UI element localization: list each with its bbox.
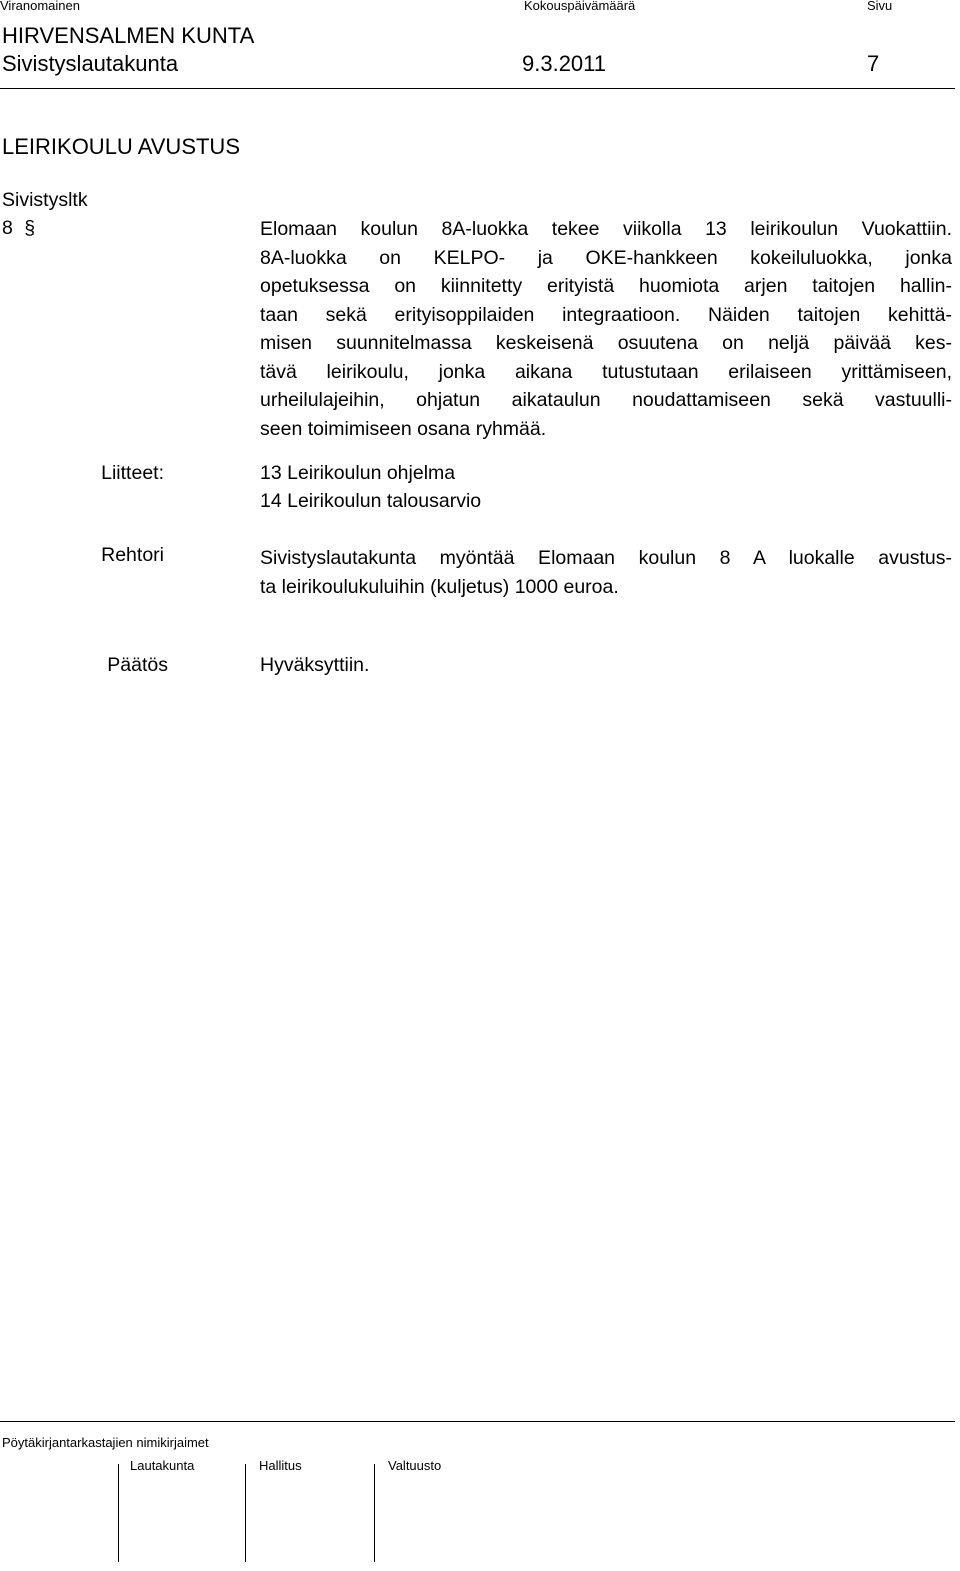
body-line: misen suunnitelmassa keskeisenä osuutena on neljä päivää kes- bbox=[260, 332, 952, 354]
reference-body: Sivistysltk bbox=[2, 189, 88, 211]
body-line: taan sekä erityisoppilaiden integraatioon. Näiden taitojen kehittä- bbox=[260, 303, 952, 326]
header-divider bbox=[0, 88, 955, 89]
body-line: tävä leirikoulu, jonka aikana tutustutaan erilaiseen yrittämiseen, bbox=[260, 360, 952, 383]
proposal-line: Sivistyslautakunta myöntää Elomaan koulun 8 A luokalle avustus- bbox=[260, 547, 952, 569]
body-line: urheilulajeihin, ohjatun aikataulun noudattamiseen sekä vastuulli- bbox=[260, 389, 952, 411]
body-line: seen toimimiseen osana ryhmää. bbox=[260, 417, 547, 440]
body-line: 8A-luokka on KELPO- ja OKE-hankkeen kokeiluluokka, jonka bbox=[260, 246, 952, 269]
section-reference bbox=[2, 217, 35, 240]
signature-divider bbox=[118, 1464, 119, 1562]
signature-column-executive: Hallitus bbox=[259, 1458, 302, 1473]
signatures-label: Pöytäkirjantarkastajien nimikirjaimet bbox=[2, 1435, 209, 1450]
footer-divider bbox=[0, 1421, 955, 1422]
signature-column-board: Lautakunta bbox=[130, 1458, 195, 1473]
signature-divider bbox=[245, 1464, 246, 1562]
section-symbol: § bbox=[24, 217, 36, 239]
attachment-item: 13 Leirikoulun ohjelma bbox=[260, 462, 456, 484]
decision-label: Päätös bbox=[107, 654, 168, 676]
header-date-label: Kokouspäivämäärä bbox=[524, 0, 636, 13]
proposal-paragraph bbox=[260, 544, 952, 601]
decision-text: Hyväksyttiin. bbox=[260, 654, 370, 676]
authority-name: Sivistyslautakunta bbox=[2, 51, 179, 76]
page-number: 7 bbox=[867, 51, 880, 76]
body-line: Elomaan koulun 8A-luokka tekee viikolla 13 leirikoulun Vuokattiin. bbox=[260, 218, 952, 240]
header-page-label: Sivu bbox=[867, 0, 893, 13]
section-number: 8 bbox=[2, 217, 13, 239]
body-paragraph bbox=[260, 215, 952, 443]
signature-divider bbox=[374, 1464, 375, 1562]
body-line: opetuksessa on kiinnitetty erityistä huomiota arjen taitojen hallin- bbox=[260, 275, 952, 297]
header-authority-label: Viranomainen bbox=[0, 0, 80, 13]
meeting-date: 9.3.2011 bbox=[522, 51, 607, 76]
attachments-label: Liitteet: bbox=[101, 462, 164, 484]
municipality-name: HIRVENSALMEN KUNTA bbox=[2, 23, 255, 48]
attachment-item: 14 Leirikoulun talousarvio bbox=[260, 490, 482, 512]
proposer-label: Rehtori bbox=[101, 544, 164, 566]
signature-column-council: Valtuusto bbox=[388, 1458, 442, 1473]
document-title: LEIRIKOULU AVUSTUS bbox=[2, 134, 240, 159]
proposal-line: ta leirikoulukuluihin (kuljetus) 1000 euroa. bbox=[260, 575, 619, 598]
